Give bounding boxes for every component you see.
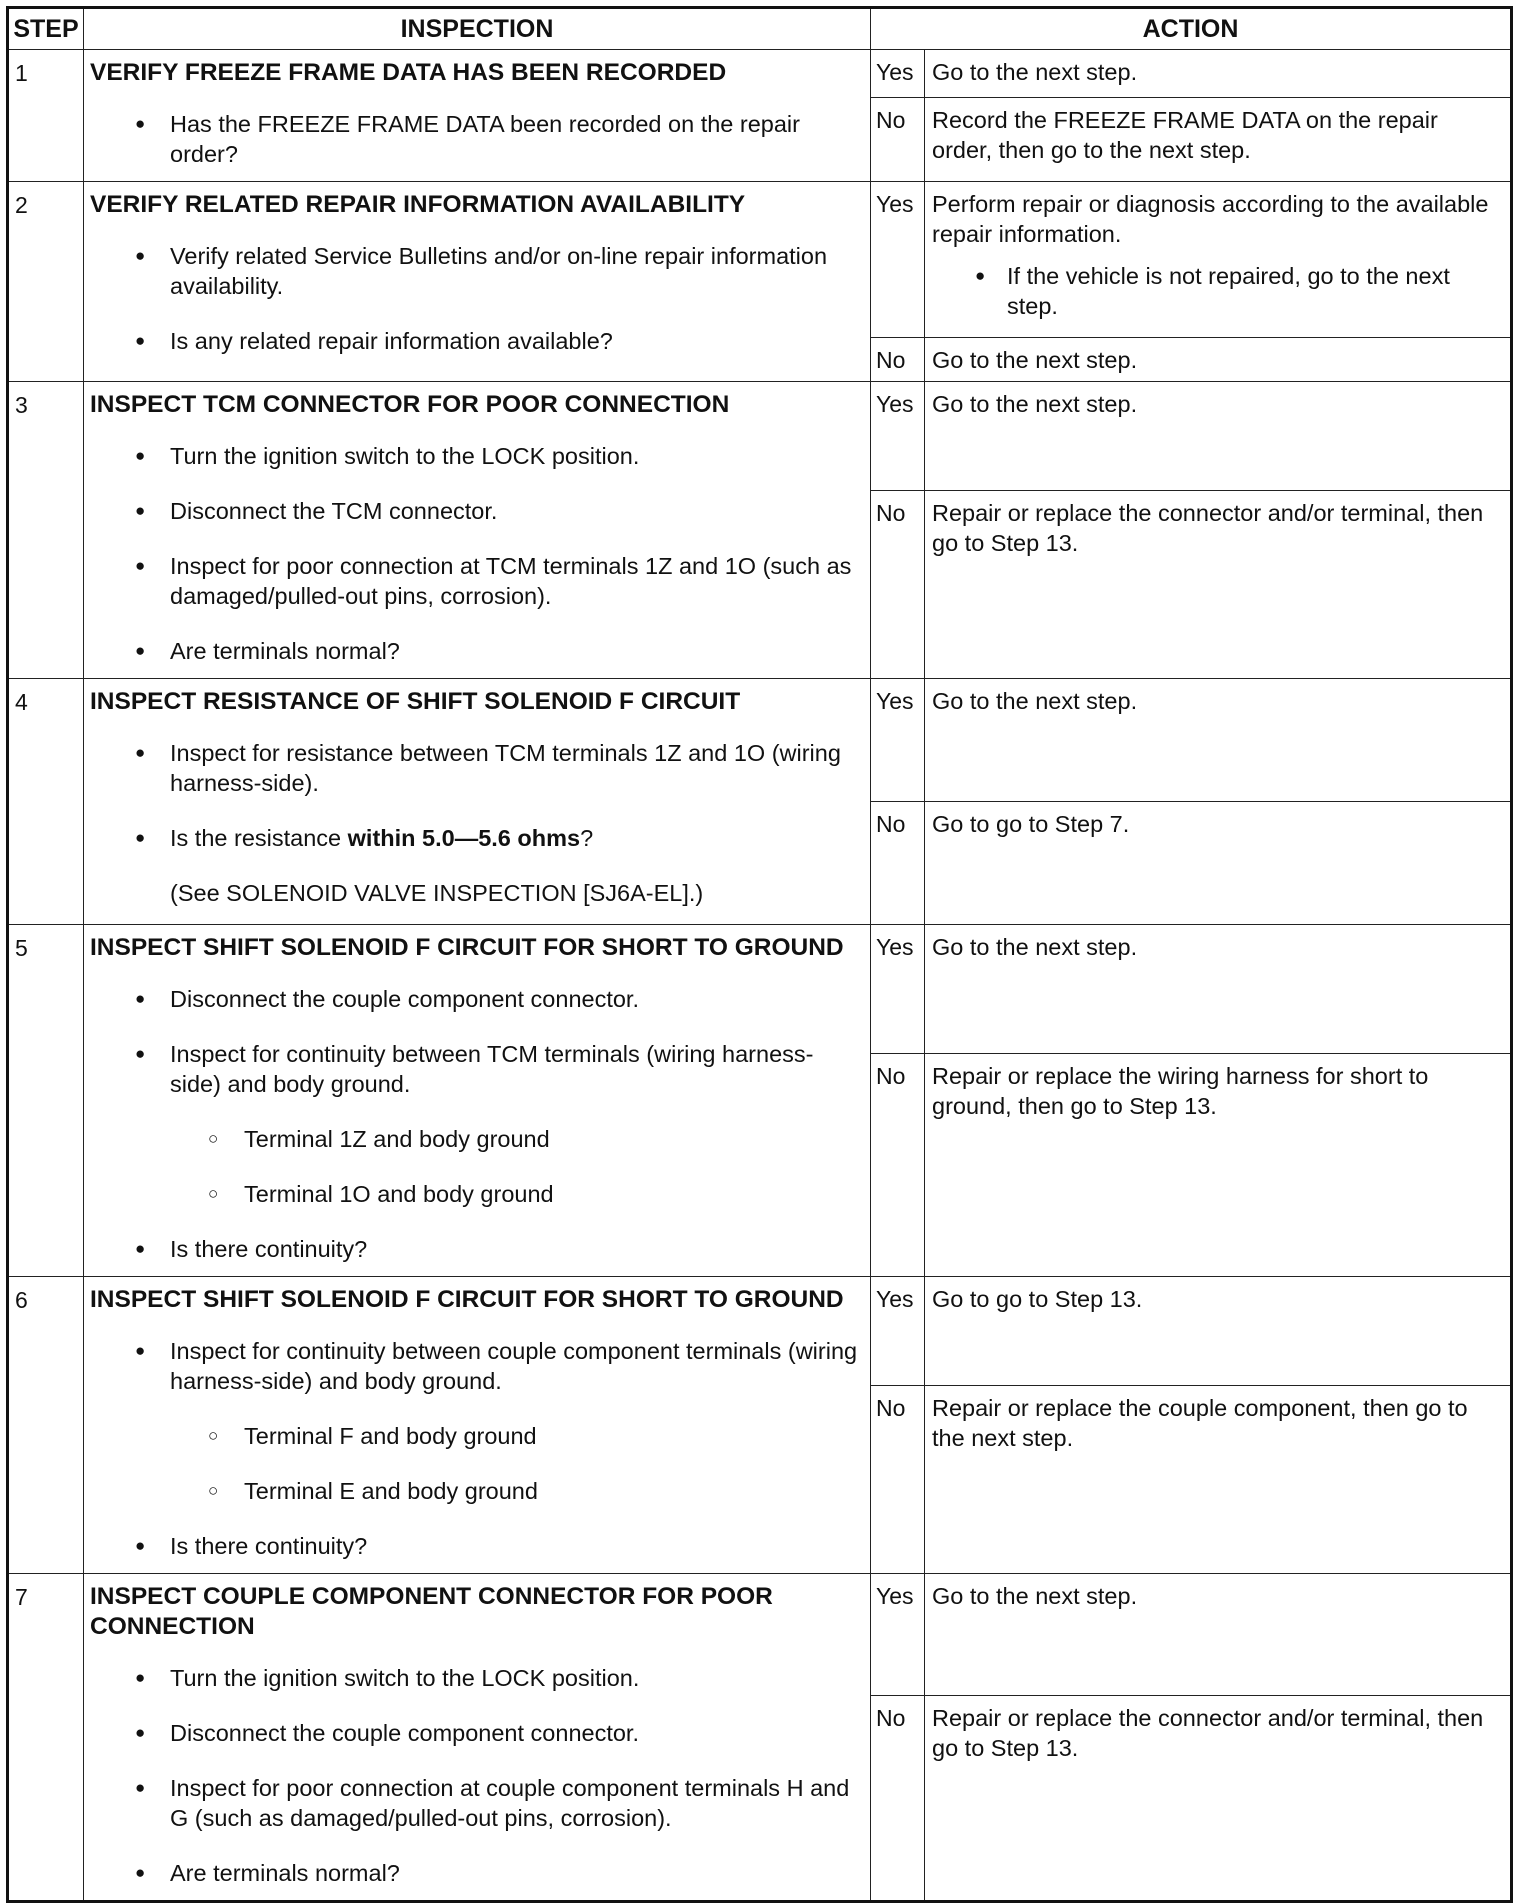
- step-5-sub-bullet-2: ○ Terminal 1O and body ground: [90, 1179, 860, 1209]
- header-step: STEP: [8, 8, 84, 50]
- step-6-no-label: No: [871, 1386, 925, 1574]
- step-1-yes-action: Go to the next step.: [925, 50, 1512, 98]
- step-4-note: (See SOLENOID VALVE INSPECTION [SJ6A-EL].): [170, 880, 704, 906]
- step-2-title: VERIFY RELATED REPAIR INFORMATION AVAILABILITY: [90, 191, 746, 218]
- step-3-yes-action: Go to the next step.: [925, 382, 1512, 491]
- step-6-yes-row: [8, 1277, 1512, 1386]
- step-6-bullet-1: ● Inspect for continuity between couple component terminals (wiring harness-side) and body ground.: [90, 1336, 860, 1396]
- step-6-no-action: Repair or replace the couple component, then go to the next step.: [925, 1386, 1512, 1574]
- step-3-no-action: Repair or replace the connector and/or terminal, then go to Step 13.: [925, 491, 1512, 679]
- step-5-title: INSPECT SHIFT SOLENOID F CIRCUIT FOR SHORT TO GROUND: [90, 934, 844, 961]
- step-2-yes-row: [8, 182, 1512, 338]
- step-7-inspection: [84, 1574, 871, 1902]
- step-4-no-label: No: [871, 802, 925, 925]
- step-2-yes-label: Yes: [871, 182, 925, 338]
- step-7-no-action: Repair or replace the connector and/or terminal, then go to Step 13.: [925, 1696, 1512, 1902]
- step-5-sub-bullet-1: ○ Terminal 1Z and body ground: [90, 1124, 860, 1154]
- step-4-question-spec: within 5.0—5.6 ohms: [347, 825, 581, 851]
- step-6-yes-action: Go to go to Step 13.: [925, 1277, 1512, 1386]
- step-4-inspection: [84, 679, 871, 925]
- step-5-final-question: ● Is there continuity?: [90, 1234, 860, 1264]
- step-2-yes-action-text: Perform repair or diagnosis according to the available repair information.: [932, 191, 1489, 247]
- header-inspection: INSPECTION: [84, 8, 871, 50]
- step-2-yes-sub-bullet: ● If the vehicle is not repaired, go to the next step.: [932, 261, 1504, 321]
- step-7-bullet-4: ● Are terminals normal?: [90, 1858, 860, 1888]
- step-5-no-label: No: [871, 1054, 925, 1277]
- step-4-bullet-1: ● Inspect for resistance between TCM terminals 1Z and 1O (wiring harness-side).: [90, 738, 860, 798]
- diagnostic-table: [6, 6, 1513, 1903]
- step-3-number: 3: [8, 382, 84, 679]
- step-3-bullet-2: ● Disconnect the TCM connector.: [90, 496, 860, 526]
- step-5-no-action: Repair or replace the wiring harness for short to ground, then go to Step 13.: [925, 1054, 1512, 1277]
- step-3-yes-row: [8, 382, 1512, 491]
- header-action: ACTION: [871, 8, 1512, 50]
- step-7-number: 7: [8, 1574, 84, 1902]
- step-1-title: VERIFY FREEZE FRAME DATA HAS BEEN RECORDED: [90, 59, 727, 86]
- step-3-no-label: No: [871, 491, 925, 679]
- step-4-number: 4: [8, 679, 84, 925]
- step-6-inspection: [84, 1277, 871, 1574]
- step-4-title: INSPECT RESISTANCE OF SHIFT SOLENOID F CIRCUIT: [90, 688, 741, 715]
- step-4-yes-action: Go to the next step.: [925, 679, 1512, 802]
- step-6-number: 6: [8, 1277, 84, 1574]
- step-6-yes-label: Yes: [871, 1277, 925, 1386]
- step-3-inspection: [84, 382, 871, 679]
- step-4-question-prefix: Is the resistance: [170, 825, 348, 851]
- step-1-no-action: Record the FREEZE FRAME DATA on the repair order, then go to the next step.: [925, 98, 1512, 182]
- step-2-inspection: [84, 182, 871, 382]
- step-6-final-question: ● Is there continuity?: [90, 1531, 860, 1561]
- step-3-bullet-4: ● Are terminals normal?: [90, 636, 860, 666]
- step-5-yes-label: Yes: [871, 925, 925, 1054]
- step-2-no-action: Go to the next step.: [925, 338, 1512, 382]
- step-4-yes-row: [8, 679, 1512, 802]
- step-1-yes-label: Yes: [871, 50, 925, 98]
- step-7-yes-row: [8, 1574, 1512, 1696]
- step-5-inspection: [84, 925, 871, 1277]
- step-1-number: 1: [8, 50, 84, 182]
- step-3-bullet-1: ● Turn the ignition switch to the LOCK position.: [90, 441, 860, 471]
- step-2-yes-action: [925, 182, 1512, 338]
- step-2-bullet-2: ● Is any related repair information available?: [90, 326, 860, 356]
- step-5-bullet-1: ● Disconnect the couple component connector.: [90, 984, 860, 1014]
- step-1-yes-row: [8, 50, 1512, 98]
- step-5-number: 5: [8, 925, 84, 1277]
- step-1-bullet-1: ● Has the FREEZE FRAME DATA been recorded on the repair order?: [90, 109, 860, 169]
- step-4-question-suffix: ?: [580, 825, 594, 851]
- step-1-inspection: [84, 50, 871, 182]
- step-7-title: INSPECT COUPLE COMPONENT CONNECTOR FOR POOR CONNECTION: [90, 1583, 773, 1640]
- step-2-number: 2: [8, 182, 84, 382]
- step-7-no-label: No: [871, 1696, 925, 1902]
- step-7-bullet-1: ● Turn the ignition switch to the LOCK position.: [90, 1663, 860, 1693]
- step-4-yes-label: Yes: [871, 679, 925, 802]
- table-header-row: [8, 8, 1512, 50]
- step-3-bullet-3: ● Inspect for poor connection at TCM terminals 1Z and 1O (such as damaged/pulled-out pins, corrosion).: [90, 551, 860, 611]
- step-4-question: [90, 823, 860, 853]
- step-1-no-label: No: [871, 98, 925, 182]
- step-2-no-label: No: [871, 338, 925, 382]
- step-7-yes-action: Go to the next step.: [925, 1574, 1512, 1696]
- step-6-sub-bullet-2: ○ Terminal E and body ground: [90, 1476, 860, 1506]
- step-7-yes-label: Yes: [871, 1574, 925, 1696]
- step-5-yes-action: Go to the next step.: [925, 925, 1512, 1054]
- step-4-no-action: Go to go to Step 7.: [925, 802, 1512, 925]
- step-6-title: INSPECT SHIFT SOLENOID F CIRCUIT FOR SHORT TO GROUND: [90, 1286, 844, 1313]
- step-7-bullet-2: ● Disconnect the couple component connector.: [90, 1718, 860, 1748]
- step-6-sub-bullet-1: ○ Terminal F and body ground: [90, 1421, 860, 1451]
- step-3-yes-label: Yes: [871, 382, 925, 491]
- step-2-bullet-1: ● Verify related Service Bulletins and/or on-line repair information availability.: [90, 241, 860, 301]
- step-5-yes-row: [8, 925, 1512, 1054]
- step-5-bullet-2: ● Inspect for continuity between TCM terminals (wiring harness-side) and body ground.: [90, 1039, 860, 1099]
- step-3-title: INSPECT TCM CONNECTOR FOR POOR CONNECTION: [90, 391, 730, 418]
- diagnostic-procedure-page: [6, 6, 1510, 1903]
- step-7-bullet-3: ● Inspect for poor connection at couple component terminals H and G (such as damaged/pulled-out pins, corrosion).: [90, 1773, 860, 1833]
